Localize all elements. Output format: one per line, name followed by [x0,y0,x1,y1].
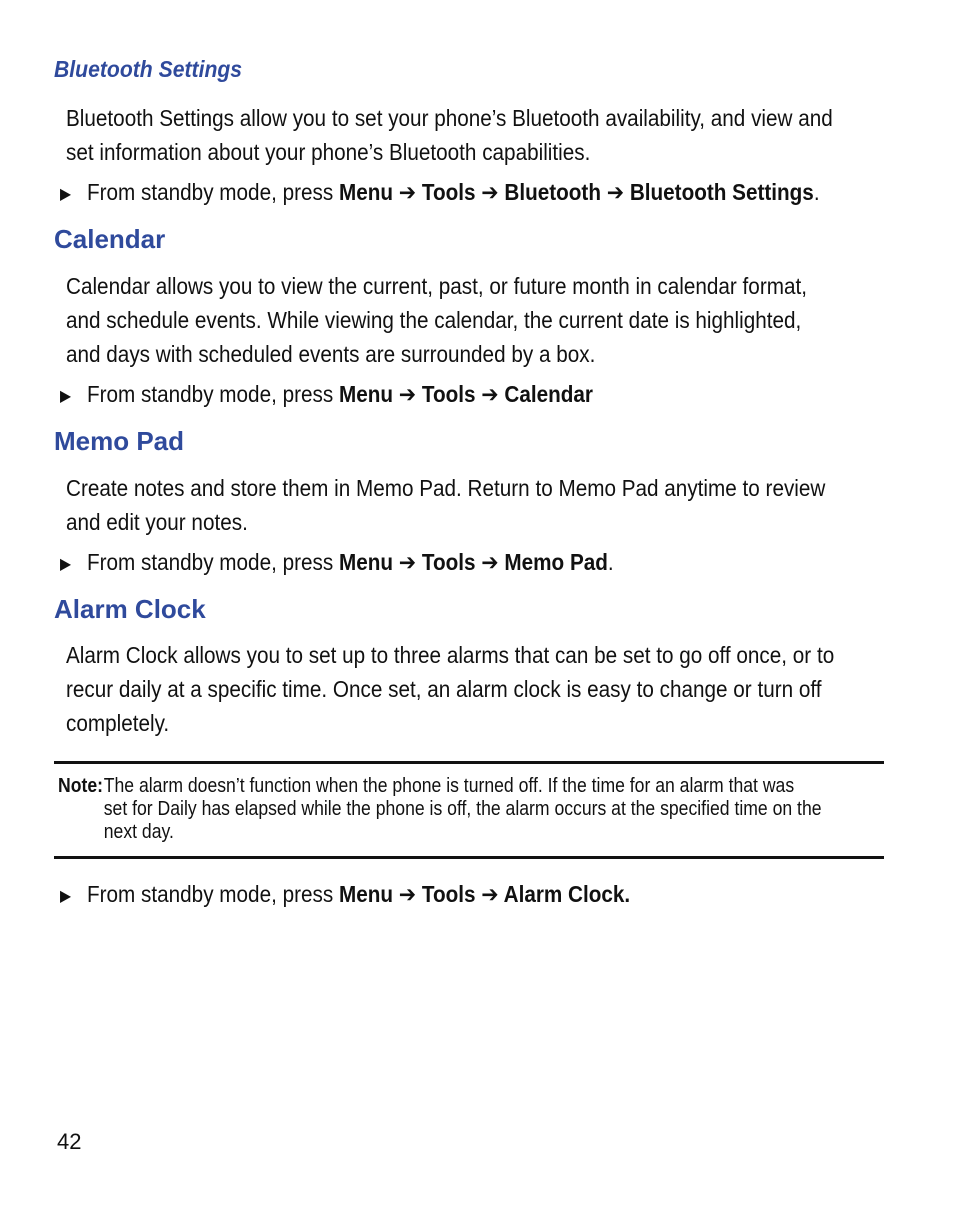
page-number: 42 [57,1129,82,1154]
menu-path-item: Bluetooth [504,179,601,205]
memo-pad-heading: Memo Pad [54,426,185,456]
note-text-2: set for Daily has elapsed while the phone is off, the alarm occurs at the specified time on the [103,798,822,820]
arrow-right-icon: ➔ [393,381,422,407]
menu-path-item: Menu [338,549,394,575]
step-bullet-icon: ▶ [60,556,72,573]
bluetooth-settings-body: Bluetooth Settings allow you to set your phone’s Bluetooth availability, and view and set information about your phone’s Bluetooth capabilities. [66,105,833,165]
arrow-right-icon: ➔ [600,179,630,205]
menu-path-item: Calendar [504,381,593,407]
arrow-right-icon: ➔ [475,179,505,205]
note-text-1: The alarm doesn’t function when the phone is turned off. If the time for an alarm that was [103,775,795,797]
menu-path-item: Tools [421,881,476,907]
arrow-right-icon: ➔ [475,381,505,407]
menu-path-item: Tools [421,549,476,575]
alarm-clock-step [60,879,630,912]
note-top-rule [54,761,884,764]
bluetooth-settings-heading: Bluetooth Settings [54,56,243,82]
step-prefix: From standby mode, press [87,179,339,205]
memo-pad-body: Create notes and store them in Memo Pad. Return to Memo Pad anytime to review and edit your notes. [66,475,826,535]
note-bottom-rule [54,856,884,859]
step-prefix: From standby mode, press [87,881,339,907]
memo-pad-step [60,547,614,580]
alarm-clock-heading: Alarm Clock [54,594,206,624]
menu-path-item: Menu [338,179,394,205]
arrow-right-icon: ➔ [475,549,505,575]
step-prefix: From standby mode, press [87,549,339,575]
arrow-right-icon: ➔ [393,881,422,907]
menu-path-item: Menu [338,381,394,407]
arrow-right-icon: ➔ [393,179,422,205]
arrow-right-icon: ➔ [475,881,504,907]
arrow-right-icon: ➔ [393,549,422,575]
menu-path-item: Menu [338,881,394,907]
step-prefix: From standby mode, press [87,381,339,407]
step-suffix: . [813,179,820,205]
note-text-3: next day. [103,821,174,843]
calendar-step [60,379,593,412]
alarm-note [58,775,850,844]
step-bullet-icon: ▶ [60,888,72,905]
menu-path-item: Bluetooth Settings [629,179,814,205]
note-label: Note: [58,775,103,797]
step-bullet-icon: ▶ [60,186,72,203]
calendar-heading: Calendar [54,224,166,254]
bluetooth-settings-step [60,177,820,210]
menu-path-item: Tools [421,179,476,205]
menu-path-item: Memo Pad [504,549,608,575]
calendar-body: Calendar allows you to view the current, past, or future month in calendar format, and schedule events. While viewing the calendar, the current date is highlighted, and days with scheduled events are surrounded by a box. [66,273,807,367]
note-line-1 [58,775,850,798]
menu-path-item: Tools [421,381,476,407]
alarm-clock-body: Alarm Clock allows you to set up to three alarms that can be set to go off once, or to recur daily at a specific time. Once set, an alarm clock is easy to change or turn off completely. [66,642,835,736]
step-bullet-icon: ▶ [60,388,72,405]
step-suffix: . [607,549,614,575]
menu-path-item: Alarm Clock. [503,881,631,907]
